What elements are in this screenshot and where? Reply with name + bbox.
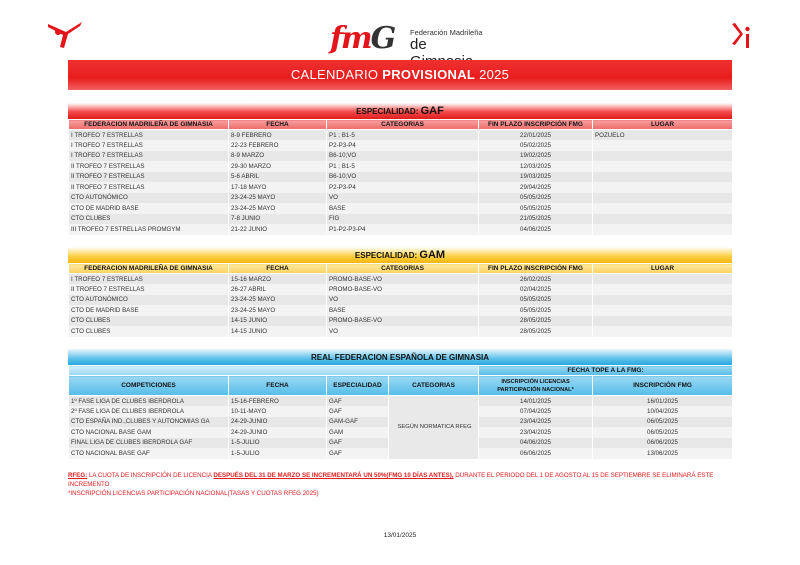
rfeg-header-row (69, 376, 733, 396)
category-cell: P1 ; B1-5 (327, 161, 479, 172)
gaf-specialty-name: GAF (420, 105, 444, 117)
rfeg-col-competiciones: COMPETICIONES (69, 376, 229, 396)
competition-cell: II TROFEO 7 ESTRELLAS (69, 182, 229, 193)
specialty-cell: GAM-GAF (327, 417, 389, 428)
venue-cell (593, 214, 733, 225)
venue-cell (593, 140, 733, 151)
gam-table (68, 263, 733, 337)
rfeg-col-fecha: FECHA (229, 376, 327, 396)
deadline-cell: 05/05/2025 (479, 295, 593, 306)
gam-header-row (69, 264, 733, 274)
venue-cell (593, 316, 733, 327)
page-title (68, 60, 732, 90)
gam-section (68, 247, 732, 337)
category-cell: P1-P2-P3-P4 (327, 224, 479, 235)
competition-cell: III TROFEO 7 ESTRELLAS PROMGYM (69, 224, 229, 235)
rfeg-table (68, 365, 733, 459)
title-year: 2025 (479, 67, 510, 82)
competition-cell: CTO DE MADRID BASE (69, 203, 229, 214)
fmg-deadline-cell: 06/06/2025 (593, 438, 733, 449)
category-cell: PROMO-BASE-VO (327, 274, 479, 285)
venue-cell (593, 151, 733, 162)
competition-cell: CTO CLUBES (69, 326, 229, 337)
category-cell: BASE (327, 305, 479, 316)
note-text-b: DESPUÉS DEL 31 DE MARZO SE INCREMENTARÁ UN 50%(FMG 10 DÍAS ANTES), (213, 472, 454, 479)
category-cell: VO (327, 193, 479, 204)
table-row (69, 284, 733, 295)
date-cell: 5-6 ABRIL (229, 172, 327, 183)
category-cell: PROMO-BASE-VO (327, 316, 479, 327)
competition-cell: 2º FASE LIGA DE CLUBES IBERDROLA (69, 406, 229, 417)
table-row (69, 274, 733, 285)
competition-cell: CTO AUTONÓMICO (69, 193, 229, 204)
date-cell: 14-15 JUNIO (229, 316, 327, 327)
date-cell: 21-22 JUNIO (229, 224, 327, 235)
gaf-col-federacion: FEDERACION MADRILEÑA DE GIMNASIA (69, 120, 229, 130)
deadline-cell: 05/05/2025 (479, 193, 593, 204)
venue-cell (593, 224, 733, 235)
competition-cell: II TROFEO 7 ESTRELLAS (69, 172, 229, 183)
rfeg-col-especialidad: ESPECIALIDAD (327, 376, 389, 396)
licence-deadline-cell: 14/01/2025 (479, 396, 593, 407)
deadline-cell: 19/03/2025 (479, 172, 593, 183)
gymnast-logo-right-icon (728, 20, 754, 52)
competition-cell: CTO AUTONÓMICO (69, 295, 229, 306)
specialty-cell: GAM (327, 427, 389, 438)
date-cell: 24-29-JUNIO (229, 417, 327, 428)
venue-cell (593, 193, 733, 204)
table-row (69, 214, 733, 225)
competition-cell: CTO CLUBES (69, 214, 229, 225)
deadline-cell: 22/01/2025 (479, 130, 593, 141)
category-cell: P2-P3-P4 (327, 182, 479, 193)
gaf-col-lugar: LUGAR (593, 120, 733, 130)
deadline-cell: 26/02/2025 (479, 274, 593, 285)
category-cell: BASE (327, 203, 479, 214)
specialty-cell: GAF (327, 396, 389, 407)
gam-col-lugar: LUGAR (593, 264, 733, 274)
venue-cell (593, 274, 733, 285)
deadline-cell: 19/02/2025 (479, 151, 593, 162)
date-cell: 29-30 MARZO (229, 161, 327, 172)
licence-deadline-cell: 23/04/2025 (479, 417, 593, 428)
date-cell: 15-16-FEBRERO (229, 396, 327, 407)
brand-big-text: de (410, 36, 427, 53)
category-cell: P2-P3-P4 (327, 140, 479, 151)
rfeg-title-bar (68, 349, 732, 365)
date-cell: 26-27 ABRIL (229, 284, 327, 295)
deadline-cell: 05/02/2025 (479, 140, 593, 151)
venue-cell (593, 284, 733, 295)
table-row (69, 203, 733, 214)
competition-cell: CTO ESPAÑA IND.,CLUBES Y AUTONOMIAS GA (69, 417, 229, 428)
gaf-specialty-bar (68, 103, 732, 119)
fmg-brand (330, 22, 490, 58)
categories-merged-cell: SEGÚN NORMATICA RFEG (389, 396, 479, 459)
venue-cell (593, 295, 733, 306)
gaf-specialty-label: ESPECIALIDAD: (356, 107, 419, 116)
rfeg-col-licencias-line2: PARTICIPACIÓN NACIONAL* (497, 386, 574, 393)
date-cell: 1-5-JULIO (229, 448, 327, 459)
date-cell: 14-15 JUNIO (229, 326, 327, 337)
rfeg-deadline-group: FECHA TOPE A LA FMG: (479, 366, 733, 376)
date-cell: 1-5-JULIO (229, 438, 327, 449)
date-cell: 23-24-25 MAYO (229, 193, 327, 204)
fee-note-line2: *INSCRIPCIÓN LICENCIAS PARTICIPACIÓN NACIONAL(TASAS Y CUOTAS RFEG 2025) (68, 490, 319, 497)
competition-cell: CTO DE MADRID BASE (69, 305, 229, 316)
date-cell: 24-29-JUNIO (229, 427, 327, 438)
deadline-cell: 04/06/2025 (479, 224, 593, 235)
rfeg-group-spacer (69, 366, 479, 376)
table-row (69, 396, 733, 407)
rfeg-col-licencias (479, 376, 593, 396)
competition-cell: FINAL LIGA DE CLUBES IBERDROLA GAF (69, 438, 229, 449)
licence-deadline-cell: 23/04/2025 (479, 427, 593, 438)
date-cell: 23-24-25 MAYO (229, 203, 327, 214)
brand-small-text: Federación Madrileña (410, 28, 483, 37)
fmg-deadline-cell: 16/01/2025 (593, 396, 733, 407)
licence-deadline-cell: 06/06/2025 (479, 448, 593, 459)
competition-cell: II TROFEO 7 ESTRELLAS (69, 284, 229, 295)
deadline-cell: 05/05/2025 (479, 305, 593, 316)
competition-cell: CTO NACIONAL BASE GAF (69, 448, 229, 459)
table-row (69, 182, 733, 193)
gaf-col-fin-plazo: FIN PLAZO INSCRIPCIÓN FMG (479, 120, 593, 130)
deadline-cell: 02/04/2025 (479, 284, 593, 295)
date-cell: 10-11-MAYO (229, 406, 327, 417)
competition-cell: CTO CLUBES (69, 316, 229, 327)
gaf-table (68, 119, 733, 235)
rfeg-section (68, 349, 732, 459)
venue-cell (593, 172, 733, 183)
rfeg-col-categorias: CATEGORIAS (389, 376, 479, 396)
licence-deadline-cell: 07/04/2025 (479, 406, 593, 417)
rfeg-title: REAL FEDERACION ESPAÑOLA DE GIMNASIA (310, 353, 490, 362)
table-row (69, 305, 733, 316)
date-cell: 23-24-25 MAYO (229, 295, 327, 306)
table-row (69, 130, 733, 141)
deadline-cell: 21/05/2025 (479, 214, 593, 225)
deadline-cell: 12/03/2025 (479, 161, 593, 172)
venue-cell (593, 161, 733, 172)
specialty-cell: GAF (327, 448, 389, 459)
category-cell: B6-10;VO (327, 172, 479, 183)
rfeg-col-inscripcion-fmg: INSCRIPCIÓN FMG (593, 376, 733, 396)
date-cell: 7-8 JUNIO (229, 214, 327, 225)
rfeg-col-licencias-line1: INSCRIPCIÓN LICENCIAS (501, 378, 570, 385)
fmg-deadline-cell: 13/06/2025 (593, 448, 733, 459)
deadline-cell: 05/05/2025 (479, 203, 593, 214)
title-strong: PROVISIONAL (382, 67, 476, 82)
category-cell: VO (327, 295, 479, 306)
date-cell: 8-9 MARZO (229, 151, 327, 162)
fmg-deadline-cell: 06/05/2025 (593, 417, 733, 428)
fmg-deadline-cell: 10/04/2025 (593, 406, 733, 417)
gam-specialty-bar (68, 247, 732, 263)
gam-col-fecha: FECHA (229, 264, 327, 274)
venue-cell (593, 305, 733, 316)
gaf-col-categorias: CATEGORIAS (327, 120, 479, 130)
gam-specialty-name: GAM (419, 249, 446, 261)
table-row (69, 193, 733, 204)
deadline-cell: 28/05/2025 (479, 316, 593, 327)
table-row (69, 140, 733, 151)
date-cell: 23-24-25 MAYO (229, 305, 327, 316)
deadline-cell: 29/04/2025 (479, 182, 593, 193)
venue-cell (593, 203, 733, 214)
category-cell: P1 ; B1-5 (327, 130, 479, 141)
venue-cell (593, 182, 733, 193)
venue-cell: POZUELO (593, 130, 733, 141)
deadline-cell: 28/05/2025 (479, 326, 593, 337)
gam-col-federacion: FEDERACION MADRILEÑA DE GIMNASIA (69, 264, 229, 274)
gaf-section (68, 103, 732, 235)
date-cell: 8-9 FEBRERO (229, 130, 327, 141)
competition-cell: I TROFEO 7 ESTRELLAS (69, 140, 229, 151)
gaf-header-row (69, 120, 733, 130)
category-cell: PROMO-BASE-VO (327, 284, 479, 295)
date-cell: 22-23 FEBRERO (229, 140, 327, 151)
competition-cell: 1º FASE LIGA DE CLUBES IBERDROLA (69, 396, 229, 407)
competition-cell: I TROFEO 7 ESTRELLAS (69, 274, 229, 285)
table-row (69, 295, 733, 306)
gymnast-logo-left-icon (46, 20, 86, 50)
fee-note (68, 471, 732, 498)
fmg-logo-icon: fmG (330, 21, 395, 56)
date-cell: 15-16 MARZO (229, 274, 327, 285)
title-prefix: CALENDARIO (290, 67, 379, 82)
note-text-c: DURANTE EL PERIODO DEL 1 DE AGOSTO AL 15 DE SEPTIEMBRE SE ELIMINARÁ ESTE INCREMENTO (68, 472, 714, 488)
licence-deadline-cell: 04/06/2025 (479, 438, 593, 449)
gaf-col-fecha: FECHA (229, 120, 327, 130)
document-date: 13/01/2025 (383, 532, 417, 539)
table-row (69, 326, 733, 337)
fee-note-line1 (68, 471, 732, 489)
specialty-cell: GAF (327, 438, 389, 449)
table-row (69, 161, 733, 172)
table-row (69, 316, 733, 327)
note-prefix: RFEG: (68, 472, 88, 479)
venue-cell (593, 326, 733, 337)
competition-cell: II TROFEO 7 ESTRELLAS (69, 161, 229, 172)
fmg-deadline-cell: 06/05/2025 (593, 427, 733, 438)
gam-col-categorias: CATEGORIAS (327, 264, 479, 274)
note-text-a: LA CUOTA DE INSCRIPCIÓN DE LICENCIA (88, 472, 212, 479)
competition-cell: CTO NACIONAL BASE GAM (69, 427, 229, 438)
rfeg-group-row (69, 366, 733, 376)
competition-cell: I TROFEO 7 ESTRELLAS (69, 151, 229, 162)
specialty-cell: GAF (327, 406, 389, 417)
date-cell: 17-18 MAYO (229, 182, 327, 193)
competition-cell: I TROFEO 7 ESTRELLAS (69, 130, 229, 141)
category-cell: VO (327, 326, 479, 337)
gam-col-fin-plazo: FIN PLAZO INSCRIPCIÓN FMG (479, 264, 593, 274)
category-cell: B6-10;VO (327, 151, 479, 162)
gam-specialty-label: ESPECIALIDAD: (354, 251, 418, 260)
table-row (69, 172, 733, 183)
table-row (69, 151, 733, 162)
category-cell: FIG (327, 214, 479, 225)
table-row (69, 224, 733, 235)
